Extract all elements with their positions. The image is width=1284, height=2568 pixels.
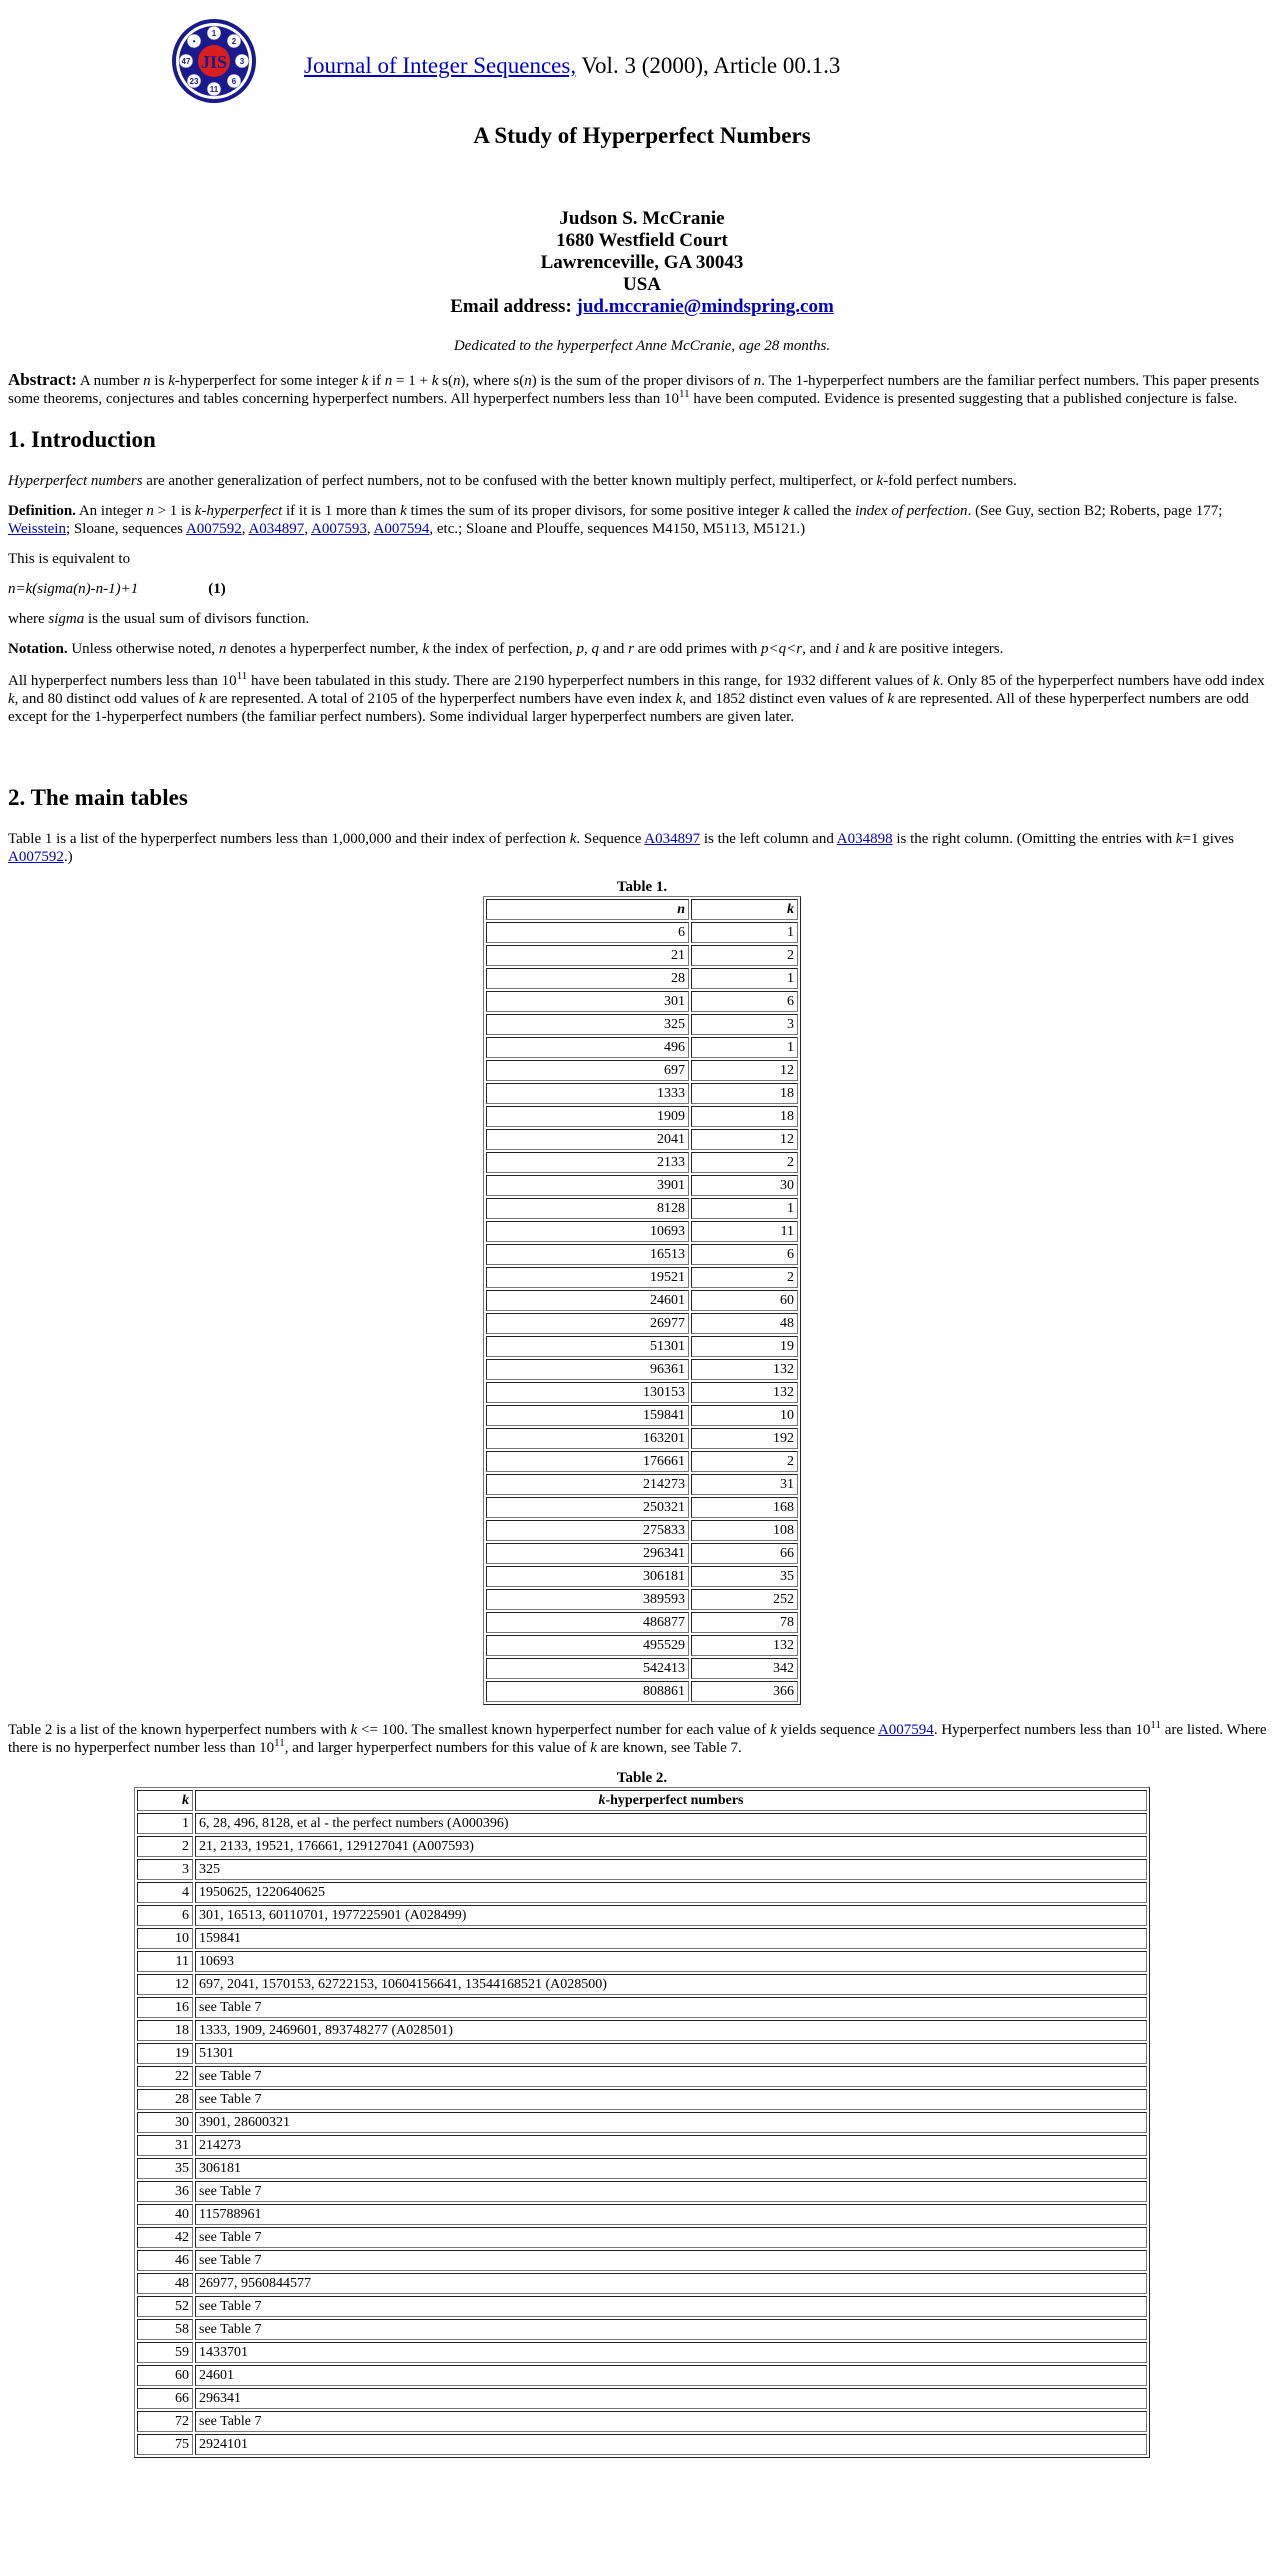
table2-cell: 42 — [137, 2227, 193, 2248]
table1-cell: 1 — [691, 1198, 798, 1219]
table1-cell: 168 — [691, 1497, 798, 1518]
table2-cell: 48 — [137, 2273, 193, 2294]
a034897-link-2[interactable]: A034897 — [644, 830, 701, 847]
table1-row — [486, 1382, 798, 1403]
table1-cell: 325 — [486, 1014, 689, 1035]
table2-cell: 59 — [137, 2342, 193, 2363]
table1-cell: 6 — [691, 991, 798, 1012]
abstract: Abstract: A number n is k-hyperperfect for some integer k if n = 1 + k s(n), where s(n) is the sum of the proper divisors of n. The 1-hyperperfect numbers are the familiar perfect numbers. This paper presents some theorems, conjectures and tables concerning hyperperfect numbers. All hyperperfect numbers less than $10^{11}$ have been computed. Evidence is presented suggesting that a published conjecture is false. — [8, 370, 1260, 408]
table1-cell: 66 — [691, 1543, 798, 1564]
table1-cell: 301 — [486, 991, 689, 1012]
table2-cell: 35 — [137, 2158, 193, 2179]
table2-cell: 2924101 — [195, 2434, 1147, 2455]
table1-cell: 21 — [486, 945, 689, 966]
table2-row — [137, 2319, 1147, 2340]
table2-cell: see Table 7 — [195, 1997, 1147, 2018]
table2-row — [137, 1997, 1147, 2018]
a007593-link[interactable]: A007593 — [311, 520, 367, 537]
svg-text:6: 6 — [231, 77, 237, 86]
equation-1 — [8, 580, 1276, 598]
a007594-link-2[interactable]: A007594 — [877, 1721, 934, 1738]
table2-row — [137, 2296, 1147, 2317]
table1-row — [486, 1060, 798, 1081]
table1-header-k: k — [691, 899, 798, 920]
table1-cell: 2 — [691, 1451, 798, 1472]
table1-cell: 342 — [691, 1658, 798, 1679]
table1-cell: 2041 — [486, 1129, 689, 1150]
table1-row — [486, 968, 798, 989]
table1-row — [486, 1428, 798, 1449]
table2-cell: 51301 — [195, 2043, 1147, 2064]
equation-number: (1) — [208, 580, 226, 597]
table1-cell: 542413 — [486, 1658, 689, 1679]
table2-header-row — [137, 1790, 1147, 1811]
table1-row — [486, 1566, 798, 1587]
table1-cell: 132 — [691, 1382, 798, 1403]
table2-cell: 21, 2133, 19521, 176661, 129127041 (A007593) — [195, 1836, 1147, 1857]
table1-row — [486, 1152, 798, 1173]
table2-cell: 4 — [137, 1882, 193, 1903]
table1-cell: 18 — [691, 1083, 798, 1104]
table2-cell: 1950625, 1220640625 — [195, 1882, 1147, 1903]
abstract-label: Abstract: — [8, 370, 77, 389]
table1-row — [486, 1106, 798, 1127]
table2-row — [137, 2043, 1147, 2064]
equivalent-text: This is equivalent to — [8, 550, 131, 567]
table1-cell: 11 — [691, 1221, 798, 1242]
table1-cell: 1 — [691, 1037, 798, 1058]
table2-row — [137, 1974, 1147, 1995]
table1-header-n: n — [486, 899, 689, 920]
table1-cell: 60 — [691, 1290, 798, 1311]
table2-cell: see Table 7 — [195, 2089, 1147, 2110]
table2-cell: 214273 — [195, 2135, 1147, 2156]
email-link[interactable]: jud.mccranie@mindspring.com — [576, 296, 834, 317]
table2-row — [137, 2365, 1147, 2386]
section-main-tables-heading: 2. The main tables — [8, 784, 188, 810]
table1-cell: 31 — [691, 1474, 798, 1495]
journal-link[interactable]: Journal of Integer Sequences, — [304, 53, 577, 78]
table1-row — [486, 1497, 798, 1518]
table1-row — [486, 1198, 798, 1219]
table2-row — [137, 2112, 1147, 2133]
table2-cell: 697, 2041, 1570153, 62722153, 10604156641, 13544168521 (A028500) — [195, 1974, 1147, 1995]
table1-cell: 96361 — [486, 1359, 689, 1380]
table1-cell: 48 — [691, 1313, 798, 1334]
table1-cell: 1909 — [486, 1106, 689, 1127]
table2-cell: 301, 16513, 60110701, 1977225901 (A028499) — [195, 1905, 1147, 1926]
table1-cell: 252 — [691, 1589, 798, 1610]
table1-cell: 108 — [691, 1520, 798, 1541]
svg-text:23: 23 — [189, 77, 199, 86]
table2-row — [137, 2158, 1147, 2179]
table2-cell: 22 — [137, 2066, 193, 2087]
svg-text:3: 3 — [239, 57, 245, 66]
table2-cell: 18 — [137, 2020, 193, 2041]
table2-row — [137, 2273, 1147, 2294]
table1-row — [486, 922, 798, 943]
table2-cell: 325 — [195, 1859, 1147, 1880]
a007592-link[interactable]: A007592 — [185, 520, 242, 537]
table1-cell: 2 — [691, 945, 798, 966]
table2-cell: 2 — [137, 1836, 193, 1857]
table1-cell: 18 — [691, 1106, 798, 1127]
sigma-explanation: where sigma is the usual sum of divisors function. — [8, 610, 310, 627]
table1-row — [486, 1313, 798, 1334]
table2-cell: 60 — [137, 2365, 193, 2386]
a034897-link[interactable]: A034897 — [248, 520, 305, 537]
table1-cell: 250321 — [486, 1497, 689, 1518]
svg-text:47: 47 — [181, 57, 191, 66]
table1-caption: Table 1. — [616, 878, 668, 895]
table1 — [483, 896, 801, 1705]
table2-row — [137, 2411, 1147, 2432]
table2-cell: 52 — [137, 2296, 193, 2317]
table2-row — [137, 1951, 1147, 1972]
table1-cell: 78 — [691, 1612, 798, 1633]
table2-cell: 3901, 28600321 — [195, 2112, 1147, 2133]
author-city: Lawrenceville, GA 30043 — [540, 252, 744, 273]
table2-cell: 19 — [137, 2043, 193, 2064]
table1-cell: 159841 — [486, 1405, 689, 1426]
page-title: A Study of Hyperperfect Numbers — [473, 123, 811, 148]
table1-cell: 214273 — [486, 1474, 689, 1495]
table2-row — [137, 2342, 1147, 2363]
table1-row — [486, 1520, 798, 1541]
email-label: Email address: — [450, 296, 577, 317]
table1-cell: 1333 — [486, 1083, 689, 1104]
author-block — [8, 208, 1276, 318]
table2-caption: Table 2. — [616, 1769, 668, 1786]
table1-row — [486, 1037, 798, 1058]
notation-paragraph: Notation. Unless otherwise noted, n denotes a hyperperfect number, k the index of perfection, p, q and r are odd primes with p<q<r, and i and k are positive integers. — [8, 640, 1004, 657]
table1-cell: 51301 — [486, 1336, 689, 1357]
table1-cell: 296341 — [486, 1543, 689, 1564]
table1-cell: 808861 — [486, 1681, 689, 1702]
table1-row — [486, 1267, 798, 1288]
table2-cell: see Table 7 — [195, 2227, 1147, 2248]
table1-cell: 163201 — [486, 1428, 689, 1449]
main-content — [8, 370, 1276, 2458]
table1-row — [486, 1451, 798, 1472]
svg-text:11: 11 — [209, 85, 219, 94]
table2-cell: 115788961 — [195, 2204, 1147, 2225]
table1-cell: 6 — [486, 922, 689, 943]
table2-cell: 12 — [137, 1974, 193, 1995]
table2-cell: see Table 7 — [195, 2411, 1147, 2432]
journal-header — [8, 14, 1276, 104]
table1-cell: 1 — [691, 968, 798, 989]
table2-cell: 296341 — [195, 2388, 1147, 2409]
table2-cell: 1 — [137, 1813, 193, 1834]
table2-cell: 306181 — [195, 2158, 1147, 2179]
table2-cell: 28 — [137, 2089, 193, 2110]
table2-cell: 31 — [137, 2135, 193, 2156]
table2-cell: 1333, 1909, 2469601, 893748277 (A028501) — [195, 2020, 1147, 2041]
a034898-link[interactable]: A034898 — [836, 830, 893, 847]
table2-row — [137, 2434, 1147, 2455]
svg-text:1: 1 — [211, 29, 217, 38]
table1-cell: 496 — [486, 1037, 689, 1058]
svg-text:JIS: JIS — [200, 52, 228, 72]
table2-cell: see Table 7 — [195, 2066, 1147, 2087]
table1-cell: 26977 — [486, 1313, 689, 1334]
table2-description: Table 2 is a list of the known hyperperfect numbers with k <= 100. The smallest known hyperperfect number for each value of k yields sequence A007594. Hyperperfect numbers less than $10^{11}$ are listed. Where there is no hyperperfect number less than $10^{11}$, and larger hyperperfect numbers for this value of k are known, see Table 7. — [8, 1718, 1267, 1756]
table1-cell: 10693 — [486, 1221, 689, 1242]
table2-cell: 16 — [137, 1997, 193, 2018]
table1-description: Table 1 is a list of the hyperperfect numbers less than 1,000,000 and their index of perfection k. Sequence A034897 is the left column and A034898 is the right column. (Omitting the entries with k=1 gives A007592.) — [8, 830, 1234, 865]
table2-cell: 10 — [137, 1928, 193, 1949]
table2-header-numbers — [195, 1790, 1147, 1811]
a007594-link[interactable]: A007594 — [373, 520, 430, 537]
table1-row — [486, 1129, 798, 1150]
table2-cell: 11 — [137, 1951, 193, 1972]
dedication: Dedicated to the hyperperfect Anne McCranie, age 28 months. — [453, 338, 831, 354]
table1-cell: 8128 — [486, 1198, 689, 1219]
table2-cell: 6, 28, 496, 8128, et al - the perfect numbers (A000396) — [195, 1813, 1147, 1834]
table2-cell: see Table 7 — [195, 2181, 1147, 2202]
author-email — [8, 296, 1276, 318]
table2-row — [137, 1882, 1147, 1903]
table1-cell: 495529 — [486, 1635, 689, 1656]
table1-cell: 19 — [691, 1336, 798, 1357]
table2 — [134, 1787, 1150, 2458]
author-name: Judson S. McCranie — [559, 208, 725, 229]
table1-cell: 2 — [691, 1152, 798, 1173]
table2-row — [137, 1836, 1147, 1857]
table1-row — [486, 1658, 798, 1679]
table1-row — [486, 1474, 798, 1495]
svg-text:2: 2 — [231, 37, 237, 46]
table2-cell: 24601 — [195, 2365, 1147, 2386]
a007592-link-2[interactable]: A007592 — [8, 848, 64, 865]
table1-cell: 6 — [691, 1244, 798, 1265]
table1-cell: 275833 — [486, 1520, 689, 1541]
table2-header-text: k-hyperperfect numbers — [598, 1792, 744, 1808]
table1-cell: 3901 — [486, 1175, 689, 1196]
table2-cell: 58 — [137, 2319, 193, 2340]
table1-cell: 1 — [691, 922, 798, 943]
table1-header-row — [486, 899, 798, 920]
table2-cell: 66 — [137, 2388, 193, 2409]
table2-row — [137, 2250, 1147, 2271]
table2-cell: 26977, 9560844577 — [195, 2273, 1147, 2294]
table1-cell: 697 — [486, 1060, 689, 1081]
table1-row — [486, 1244, 798, 1265]
table1-cell: 2 — [691, 1267, 798, 1288]
table2-row — [137, 2388, 1147, 2409]
table1-row — [486, 945, 798, 966]
table1-row — [486, 1359, 798, 1380]
table1-cell: 12 — [691, 1060, 798, 1081]
table2-cell: see Table 7 — [195, 2319, 1147, 2340]
table2-row — [137, 2135, 1147, 2156]
jis-logo-icon[interactable] — [171, 18, 257, 104]
table1-row — [486, 1612, 798, 1633]
table2-cell: 75 — [137, 2434, 193, 2455]
section-introduction-heading: 1. Introduction — [8, 427, 156, 453]
table2-header-k: k — [137, 1790, 193, 1811]
table1-row — [486, 1014, 798, 1035]
table2-cell: 1433701 — [195, 2342, 1147, 2363]
table1-row — [486, 1290, 798, 1311]
journal-volume: Vol. 3 (2000), Article 00.1.3 — [576, 53, 841, 78]
table1-row — [486, 1405, 798, 1426]
table1-row — [486, 1336, 798, 1357]
table1-row — [486, 1635, 798, 1656]
table2-cell: 6 — [137, 1905, 193, 1926]
table1-cell: 2133 — [486, 1152, 689, 1173]
table2-cell: 30 — [137, 2112, 193, 2133]
table2-row — [137, 1813, 1147, 1834]
table1-cell: 132 — [691, 1635, 798, 1656]
table2-row — [137, 2066, 1147, 2087]
author-country: USA — [622, 274, 661, 295]
table1-cell: 366 — [691, 1681, 798, 1702]
table1-cell: 192 — [691, 1428, 798, 1449]
table1-cell: 486877 — [486, 1612, 689, 1633]
table1-cell: 389593 — [486, 1589, 689, 1610]
weisstein-link[interactable]: Weisstein — [8, 520, 66, 537]
table2-row — [137, 2020, 1147, 2041]
table2-cell: 72 — [137, 2411, 193, 2432]
table1-row — [486, 1589, 798, 1610]
author-street: 1680 Westfield Court — [556, 230, 728, 251]
intro-paragraph: Hyperperfect numbers are another generalization of perfect numbers, not to be confused with the better known multiply perfect, multiperfect, or k-fold perfect numbers. — [8, 472, 1017, 489]
table1-row — [486, 1543, 798, 1564]
table2-row — [137, 2181, 1147, 2202]
svg-text:•: • — [192, 37, 196, 46]
table1-cell: 306181 — [486, 1566, 689, 1587]
table1-cell: 35 — [691, 1566, 798, 1587]
table2-row — [137, 1905, 1147, 1926]
table1-cell: 19521 — [486, 1267, 689, 1288]
table2-cell: 36 — [137, 2181, 193, 2202]
equation-text: n=k(sigma(n)-n-1)+1 — [8, 580, 139, 597]
table2-cell: 40 — [137, 2204, 193, 2225]
table2-cell: 10693 — [195, 1951, 1147, 1972]
table2-cell: 46 — [137, 2250, 193, 2271]
table1-cell: 132 — [691, 1359, 798, 1380]
table1-cell: 16513 — [486, 1244, 689, 1265]
table2-row — [137, 2227, 1147, 2248]
table1-row — [486, 1681, 798, 1702]
table2-cell: see Table 7 — [195, 2250, 1147, 2271]
table2-row — [137, 2204, 1147, 2225]
table1-cell: 24601 — [486, 1290, 689, 1311]
table2-row — [137, 1928, 1147, 1949]
journal-citation — [304, 52, 840, 80]
table1-row — [486, 1083, 798, 1104]
table2-row — [137, 2089, 1147, 2110]
table1-cell: 130153 — [486, 1382, 689, 1403]
table1-cell: 176661 — [486, 1451, 689, 1472]
table1-cell: 10 — [691, 1405, 798, 1426]
table2-cell: 3 — [137, 1859, 193, 1880]
table1-row — [486, 991, 798, 1012]
table1-cell: 3 — [691, 1014, 798, 1035]
table2-cell: 159841 — [195, 1928, 1147, 1949]
tabulation-paragraph: All hyperperfect numbers less than $10^{11}$ have been tabulated in this study. There are 2190 hyperperfect numbers in this range, for 1932 different values of k. Only 85 of the hyperperfect numbers have odd index k, and 80 distinct odd values of k are represented. A total of 2105 of the hyperperfect numbers have even index k, and 1852 distinct even values of k are represented. All of these hyperperfect numbers are odd except for the 1-hyperperfect numbers (the familiar perfect numbers). Some individual larger hyperperfect numbers are given later. — [8, 669, 1265, 725]
table1-cell: 30 — [691, 1175, 798, 1196]
table1-cell: 12 — [691, 1129, 798, 1150]
table1-row — [486, 1221, 798, 1242]
definition-paragraph: Definition. An integer n > 1 is k-hyperperfect if it is 1 more than k times the sum of its proper divisors, for some positive integer k called the index of perfection. (See Guy, section B2; Roberts, page 177; Weisstein; Sloane, sequences A007592, A034897, A007593, A007594, etc.; Sloane and Plouffe, sequences M4150, M5113, M5121.) — [8, 502, 1223, 537]
table2-row — [137, 1859, 1147, 1880]
table1-cell: 28 — [486, 968, 689, 989]
table2-cell: see Table 7 — [195, 2296, 1147, 2317]
table1-row — [486, 1175, 798, 1196]
